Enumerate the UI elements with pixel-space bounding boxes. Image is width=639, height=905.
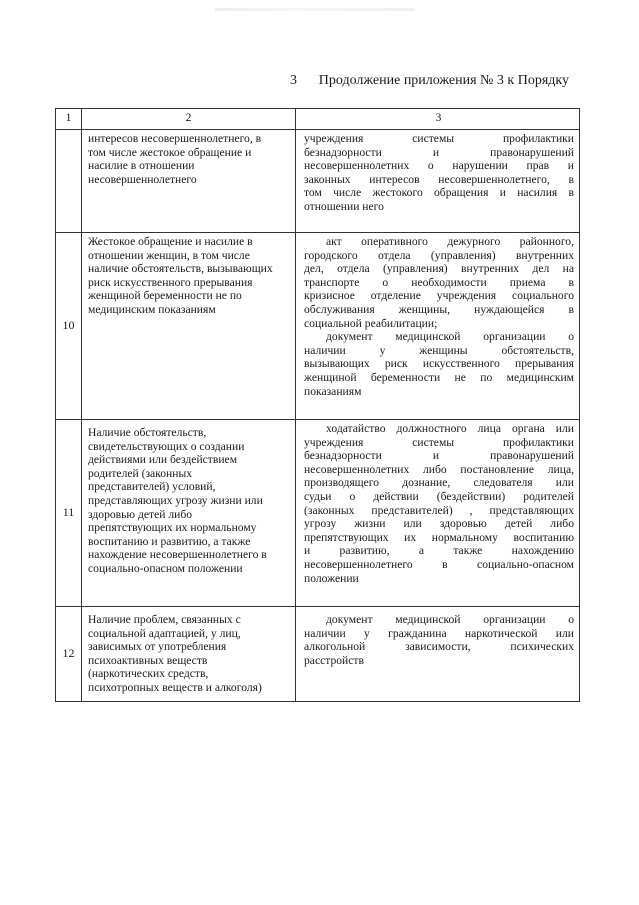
- cell-line: расстройств: [304, 653, 364, 667]
- cell-line: наличие обстоятельств, вызывающих: [88, 262, 273, 276]
- cell-line: Жестокое обращение и насилие в: [88, 235, 253, 248]
- row-number: 10: [56, 233, 82, 419]
- cell-line: безнадзорности и правонарушений: [304, 449, 574, 463]
- document-cell: [296, 420, 581, 606]
- cell-line: медицинским показаниям: [88, 302, 216, 316]
- cell-line: несовершеннолетних о нарушении прав и: [304, 159, 574, 173]
- cell-line: вызывающих риск искусственного прерывания: [304, 357, 574, 371]
- cell-line: психоактивных веществ: [88, 653, 208, 667]
- page-header: [0, 73, 639, 91]
- cell-line: зависимых от употребления: [88, 640, 227, 654]
- cell-line: интересов несовершеннолетнего, в: [88, 132, 262, 145]
- cell-line: и развитию, а также нахождению: [304, 544, 574, 558]
- row-number: [56, 130, 82, 232]
- cell-line: женщиной беременности не по медицинским: [304, 370, 574, 384]
- cell-line: социально-опасном положении: [88, 561, 243, 575]
- cell-line: судьи о действии (бездействии) родителей: [304, 489, 574, 503]
- cell-line: несовершеннолетних либо постановление лица,: [304, 462, 574, 476]
- cell-line: угрозу жизни или здоровью детей либо: [304, 517, 574, 531]
- cell-line: производящего дознание, следователя или: [304, 476, 574, 490]
- cell-line: риск искусственного прерывания: [88, 275, 253, 289]
- cell-line: представителей) условий,: [88, 480, 216, 494]
- cell-line: Наличие обстоятельств,: [88, 426, 207, 439]
- cell-line: нахождение несовершеннолетнего в: [88, 548, 267, 562]
- page-number: 3: [290, 73, 297, 88]
- cell-line: обслуживания женщины, нуждающейся в: [304, 302, 574, 316]
- header-title: Продолжение приложения № 3 к Порядку: [318, 73, 569, 88]
- column-header: 1: [56, 109, 82, 129]
- cell-line: психотропных веществ и алкоголя): [88, 680, 262, 694]
- cell-line: наличии у гражданина наркотической или: [304, 626, 574, 640]
- situation-cell: [82, 130, 296, 232]
- cell-line: алкогольной зависимости, психических: [304, 640, 574, 654]
- table-row: [55, 420, 580, 607]
- cell-line: положении: [304, 571, 359, 585]
- table-row: [55, 233, 580, 420]
- document-cell: [296, 607, 581, 701]
- table-row: [55, 607, 580, 702]
- cell-line: показаниям: [304, 384, 362, 398]
- cell-line: ходатайство должностного лица органа или: [326, 422, 574, 435]
- cell-line: учреждения системы профилактики: [304, 132, 574, 145]
- cell-line: (законных представителей) , представляющих: [304, 503, 574, 517]
- cell-line: законных интересов несовершеннолетнего, в: [304, 172, 574, 186]
- cell-line: действиями или бездействием: [88, 453, 238, 467]
- cell-line: несовершеннолетнего: [88, 172, 197, 186]
- cell-line: (наркотических средств,: [88, 667, 209, 681]
- cell-line: дел, отдела (управления) внутренних дел на: [304, 262, 574, 276]
- document-cell: [296, 233, 581, 419]
- document-table: [55, 108, 580, 702]
- cell-line: препятствующих их нормальному: [88, 521, 257, 535]
- cell-line: здоровью детей либо: [88, 507, 193, 521]
- column-header: 3: [435, 112, 442, 124]
- table-row: [55, 130, 580, 233]
- cell-line: учреждения системы профилактики: [304, 435, 574, 449]
- cell-line: несовершеннолетнего в социально-опасном: [304, 557, 574, 571]
- column-header: 2: [82, 109, 296, 129]
- cell-line: кризисное отделение учреждения социального: [304, 289, 574, 303]
- cell-line: отношении него: [304, 199, 384, 213]
- cell-line: городского отдела (управления) внутренних: [304, 248, 574, 262]
- scan-artifact: [215, 8, 415, 11]
- row-number: 11: [56, 420, 82, 606]
- cell-line: родителей (законных: [88, 466, 193, 480]
- situation-cell: [82, 607, 296, 701]
- cell-line: том числе жестокое обращение и: [88, 145, 252, 159]
- cell-line: воспитанию и развитию, а также: [88, 534, 251, 548]
- table-header-row: [55, 108, 580, 130]
- cell-line: социальной реабилитации;: [304, 316, 438, 330]
- cell-line: насилие в отношении: [88, 159, 195, 173]
- cell-line: представляющих угрозу жизни или: [88, 493, 263, 507]
- cell-line: документ медицинской организации о: [326, 613, 574, 626]
- document-cell: [296, 130, 581, 232]
- cell-line: том числе жестокого обращения и насилия в: [304, 186, 574, 200]
- cell-line: безнадзорности и правонарушений: [304, 145, 574, 159]
- cell-line: Наличие проблем, связанных с: [88, 613, 241, 626]
- cell-line: транспорте о необходимости приема в: [304, 275, 574, 289]
- cell-line: акт оперативного дежурного районного,: [326, 235, 574, 248]
- situation-cell: [82, 233, 296, 419]
- cell-line: отношении женщин, в том числе: [88, 248, 250, 262]
- cell-line: препятствующих их нормальному воспитанию: [304, 530, 574, 544]
- cell-line: социальной адаптацией, у лиц,: [88, 626, 241, 640]
- cell-line: женщиной беременности не по: [88, 289, 242, 303]
- row-number: 12: [56, 607, 82, 701]
- cell-line: свидетельствующих о создании: [88, 439, 245, 453]
- cell-line: наличии у женщины обстоятельств,: [304, 343, 574, 357]
- situation-cell: [82, 420, 296, 606]
- cell-line: документ медицинской организации о: [326, 330, 574, 344]
